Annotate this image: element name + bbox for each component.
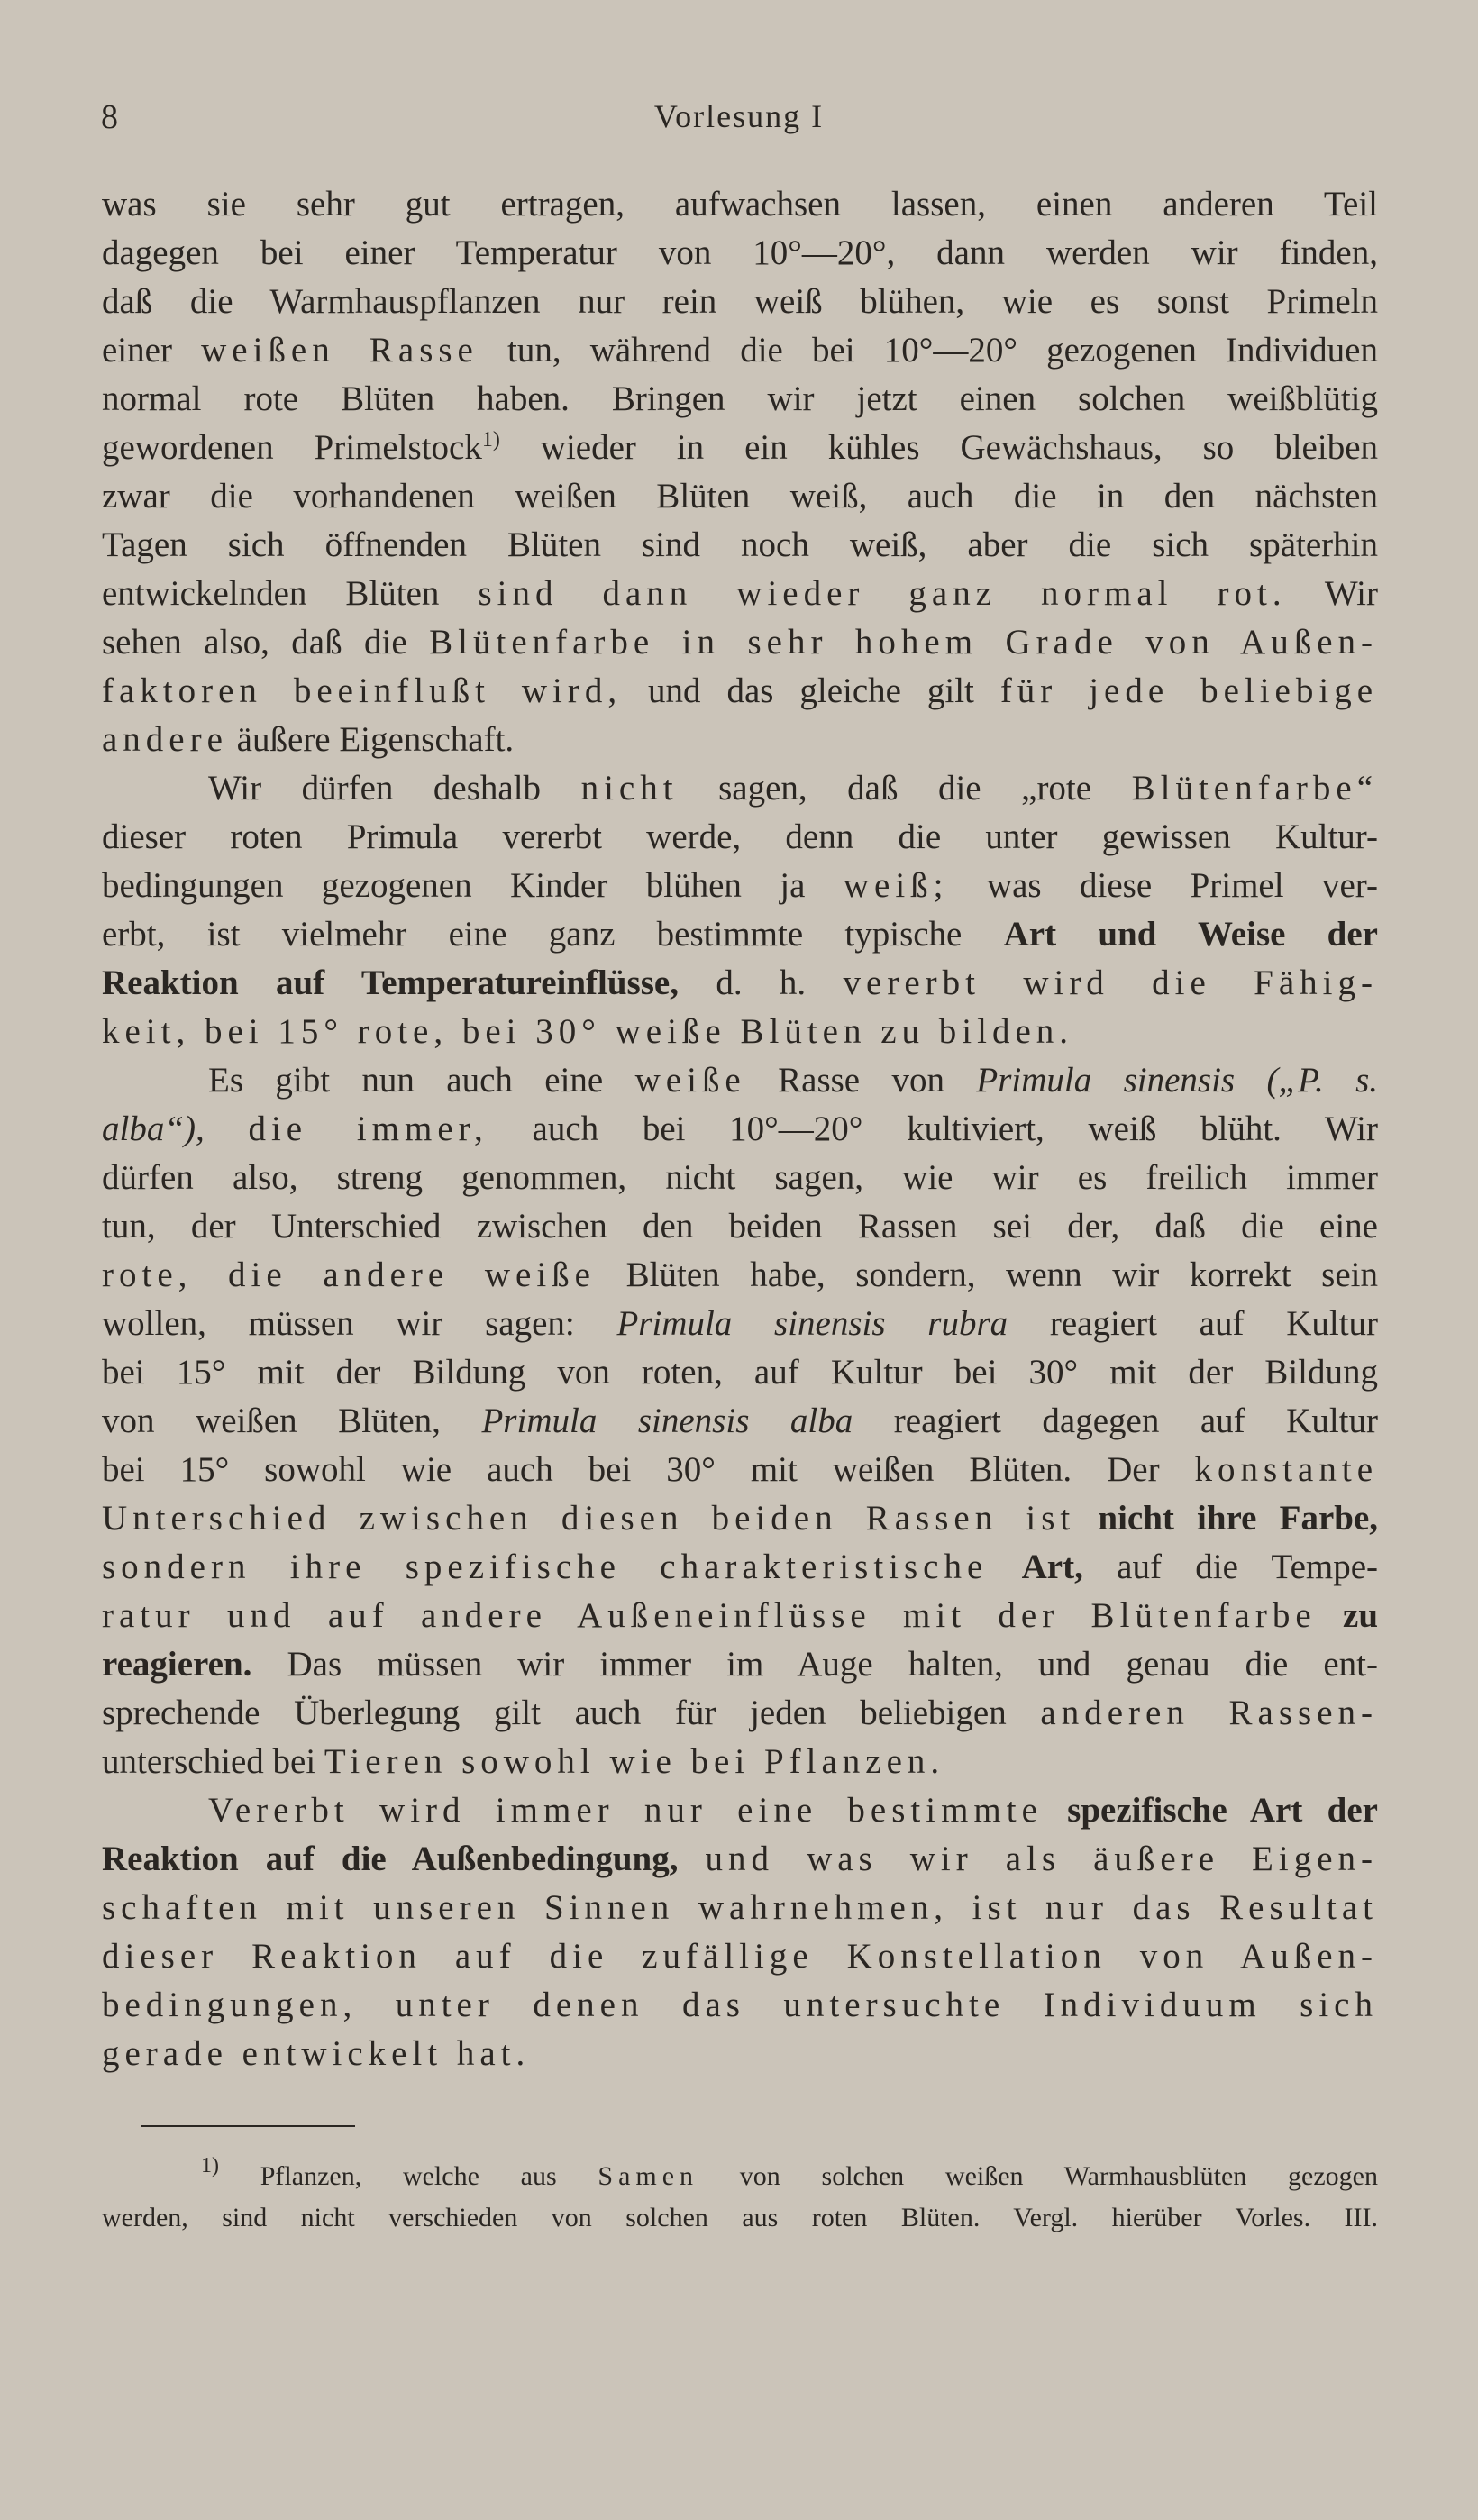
text-line bbox=[102, 1786, 1378, 1835]
bold-emphasis: reagieren. bbox=[102, 1645, 252, 1684]
text-line: gerade entwickelt hat. bbox=[102, 2034, 531, 2073]
text-line: dürfen also, streng genommen, nicht sagen, wie wir es freilich immer bbox=[102, 1158, 1378, 1197]
text-line bbox=[102, 1494, 1378, 1543]
spaced-emphasis: konstante bbox=[1194, 1450, 1378, 1489]
spaced-emphasis: rote, die andere weiße bbox=[102, 1255, 596, 1294]
bold-emphasis: spezifische Art der bbox=[1067, 1791, 1378, 1830]
text-line: Reaktion auf Temperatureinflüsse, d. h. vererbt wird die Fähig- bbox=[102, 963, 1378, 1002]
bold-emphasis: Reaktion auf Temperatureinflüsse, bbox=[102, 963, 679, 1002]
text-line: einer weißen Rasse tun, während die bei 10°—20° gezogenen Individuen bbox=[102, 331, 1378, 370]
text-line: keit, bei 15° rote, bei 30° weiße Blüten zu bilden. bbox=[102, 1012, 1074, 1051]
text-line: rote, die andere weiße Blüten habe, sondern, wenn wir korrekt sein bbox=[102, 1255, 1379, 1294]
spaced-emphasis: weißen Rasse bbox=[201, 331, 479, 370]
bold-emphasis: Art und Weise der bbox=[1003, 915, 1378, 954]
body-text bbox=[102, 180, 1378, 2078]
footnote-line: $^{1)}$ Pflanzen, welche aus Samen von solchen weißen Warmhausblüten gezogen bbox=[201, 2154, 1378, 2191]
text-line bbox=[102, 1835, 1378, 1884]
text-line: Tagen sich öffnenden Blüten sind noch weiß, aber die sich späterhin bbox=[102, 525, 1378, 564]
spaced-emphasis: sondern ihre spezifische charakteristische bbox=[102, 1548, 989, 1586]
text-line bbox=[102, 1592, 1378, 1640]
spaced-emphasis: vererbt wird die Fähig- bbox=[843, 963, 1378, 1002]
text-line: gewordenen Primelstock$^{1)}$ wieder in ein kühles Gewächshaus, so bleiben bbox=[102, 428, 1378, 467]
footnote bbox=[102, 2156, 1378, 2239]
text-line: faktoren beeinflußt wird, und das gleiche gilt für jede beliebige bbox=[102, 671, 1379, 710]
spaced-emphasis: Blütenfarbe in sehr hohem Grade von Außen- bbox=[429, 623, 1378, 662]
spaced-emphasis: Unterschied zwischen diesen beiden Rassen ist bbox=[102, 1499, 1076, 1538]
running-head: Vorlesung I bbox=[653, 98, 825, 134]
bold-emphasis: Reaktion auf die Außenbedingung, bbox=[102, 1840, 679, 1878]
text-line: tun, der Unterschied zwischen den beiden Rassen sei der, daß die eine bbox=[102, 1207, 1378, 1246]
text-line: sondern ihre spezifische charakteristische Art, auf die Tempe- bbox=[102, 1548, 1379, 1586]
text-line: von weißen Blüten, Primula sinensis alba reagiert dagegen auf Kultur bbox=[102, 1402, 1379, 1440]
text-line: zwar die vorhandenen weißen Blüten weiß, auch die in den nächsten bbox=[102, 477, 1378, 516]
spaced-emphasis: weiße bbox=[634, 1061, 746, 1100]
text-line: bedingungen, unter denen das untersuchte Individuum sich bbox=[102, 1986, 1378, 2024]
footnote-ref: 1) bbox=[481, 428, 500, 452]
bold-emphasis: Art, bbox=[1021, 1548, 1083, 1586]
text-line: entwickelnden Blüten sind dann wieder ganz normal rot. Wir bbox=[102, 574, 1378, 613]
footnote-separator bbox=[141, 2125, 355, 2127]
text-line: reagieren. Das müssen wir immer im Auge halten, und genau die ent- bbox=[102, 1645, 1378, 1684]
spaced-emphasis: nicht bbox=[580, 769, 679, 808]
text-line: bei 15° sowohl wie auch bei 30° mit weißen Blüten. Der konstante bbox=[102, 1450, 1378, 1489]
text-line: daß die Warmhauspflanzen nur rein weiß blühen, wie es sonst Primeln bbox=[102, 282, 1378, 321]
text-line: alba“), die immer, auch bei 10°—20° kultiviert, weiß blüht. Wir bbox=[102, 1109, 1379, 1148]
spaced-emphasis: für jede beliebige bbox=[999, 671, 1379, 710]
spaced-emphasis: weiß; bbox=[843, 866, 949, 905]
spaced-emphasis: und was wir als äußere Eigen- bbox=[705, 1840, 1379, 1878]
text-line: dieser roten Primula vererbt werde, denn die unter gewissen Kultur- bbox=[102, 817, 1378, 856]
spaced-emphasis: Vererbt wird immer nur eine bestimmte bbox=[208, 1791, 1043, 1830]
footnote-line: werden, sind nicht verschieden von solchen aus roten Blüten. Vergl. hierüber Vorles. III. bbox=[102, 2203, 1378, 2232]
italic-species: Primula sinensis alba bbox=[481, 1402, 853, 1440]
spaced-emphasis: faktoren beeinflußt wird, bbox=[102, 671, 623, 710]
text-line: bei 15° mit der Bildung von roten, auf Kultur bei 30° mit der Bildung bbox=[102, 1353, 1378, 1392]
text-line: Es gibt nun auch eine weiße Rasse von Primula sinensis („P. s. bbox=[208, 1061, 1379, 1100]
spaced-emphasis: Samen bbox=[598, 2161, 699, 2191]
spaced-emphasis: ratur und auf andere Außeneinflüsse mit der Blütenfarbe bbox=[102, 1596, 1317, 1635]
text-line: unterschied bei Tieren sowohl wie bei Pflanzen. bbox=[102, 1742, 945, 1781]
spaced-emphasis: Blütenfarbe“ bbox=[1131, 769, 1379, 808]
spaced-emphasis: die immer, bbox=[248, 1109, 488, 1148]
text-line: Wir dürfen deshalb nicht sagen, daß die „rote Blütenfarbe“ bbox=[208, 769, 1379, 808]
text-line: dieser Reaktion auf die zufällige Konstellation von Außen- bbox=[102, 1937, 1378, 1976]
text-line: sehen also, daß die Blütenfarbe in sehr hohem Grade von Außen- bbox=[102, 623, 1378, 662]
text-line: normal rote Blüten haben. Bringen wir jetzt einen solchen weißblütig bbox=[102, 379, 1378, 418]
text-line: dagegen bei einer Temperatur von 10°—20°, dann werden wir finden, bbox=[102, 233, 1378, 272]
italic-species: alba“), bbox=[102, 1109, 205, 1148]
bold-emphasis: zu bbox=[1343, 1596, 1379, 1635]
spaced-emphasis: sind dann wieder ganz normal rot. bbox=[478, 574, 1287, 613]
text-line: bedingungen gezogenen Kinder blühen ja weiß; was diese Primel ver- bbox=[102, 866, 1378, 905]
text-line: sprechende Überlegung gilt auch für jeden beliebigen anderen Rassen- bbox=[102, 1694, 1378, 1732]
italic-species: Primula sinensis rubra bbox=[616, 1304, 1008, 1343]
footnote-marker: 1) bbox=[201, 2154, 219, 2178]
page-header bbox=[0, 97, 1478, 151]
text-line: was sie sehr gut ertragen, aufwachsen lassen, einen anderen Teil bbox=[102, 185, 1378, 224]
spaced-emphasis: anderen Rassen- bbox=[1040, 1694, 1378, 1732]
spaced-emphasis: andere bbox=[102, 720, 228, 759]
italic-species: Primula sinensis bbox=[976, 1061, 1236, 1100]
text-line: erbt, ist vielmehr eine ganz bestimmte typische Art und Weise der bbox=[102, 915, 1378, 954]
text-line: wollen, müssen wir sagen: Primula sinensis rubra reagiert auf Kultur bbox=[102, 1304, 1379, 1343]
text-line: schaften mit unseren Sinnen wahrnehmen, ist nur das Resultat bbox=[102, 1888, 1378, 1927]
spaced-emphasis: Tieren sowohl wie bei Pflanzen. bbox=[324, 1742, 945, 1781]
bold-emphasis: nicht ihre Farbe, bbox=[1098, 1499, 1379, 1538]
text-line: andere äußere Eigenschaft. bbox=[102, 720, 515, 759]
page-number: 8 bbox=[101, 98, 118, 136]
